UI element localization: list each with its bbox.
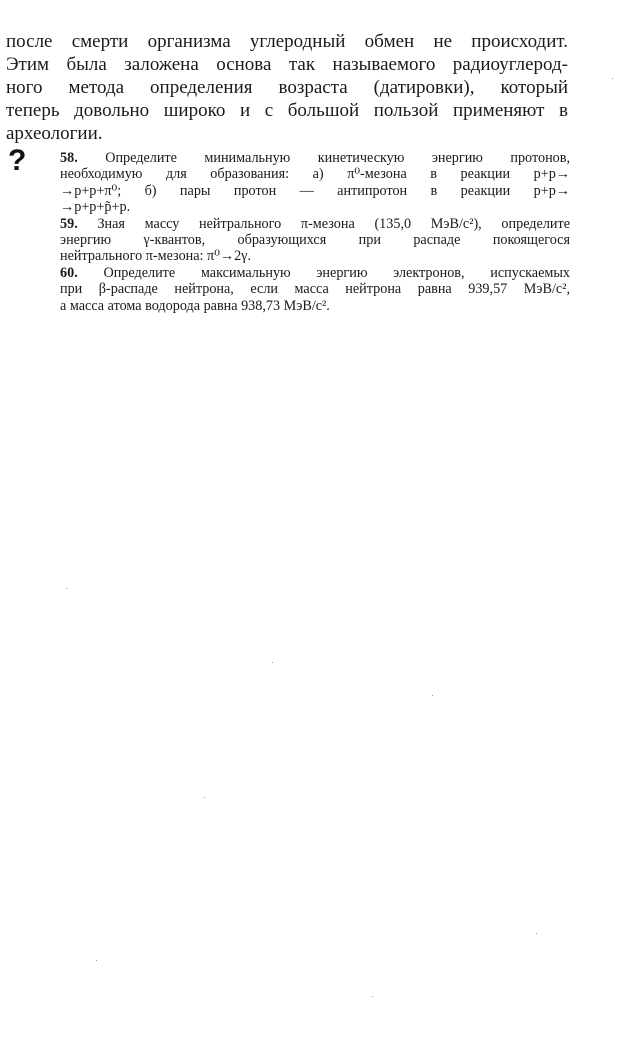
problem-number: 59.	[60, 215, 78, 232]
intro-line: теперь довольно широко и с большой пользой применяют в	[6, 100, 568, 121]
problem-line: необходимую для образования: а) π⁰-мезона в реакции p+p→	[60, 166, 570, 183]
problem-text: Определите минимальную кинетическую энергию протонов,	[105, 150, 570, 166]
scan-speck	[612, 78, 613, 79]
scan-speck	[66, 588, 67, 589]
problem-line: →p+p+π⁰; б) пары протон — антипротон в реакции p+p→	[60, 182, 570, 199]
question-mark-icon: ?	[8, 144, 27, 177]
scan-speck	[432, 695, 433, 696]
scan-speck	[204, 797, 205, 798]
problem-line: а масса атома водорода равна 938,73 МэВ/c².	[60, 297, 330, 314]
problem-60	[60, 265, 570, 314]
problem-line: нейтрального π-мезона: π⁰→2γ.	[60, 248, 251, 265]
problem-number: 58.	[60, 150, 78, 166]
problem-line	[60, 150, 570, 166]
intro-line: ного метода определения возраста (датировки), который	[6, 77, 568, 98]
intro-line: после смерти организма углеродный обмен не происходит.	[6, 31, 568, 52]
problem-text: Определите максимальную энергию электронов, испускаемых	[103, 264, 571, 281]
scan-speck	[536, 933, 537, 934]
intro-line: Этим была заложена основа так называемого радиоуглерод-	[6, 54, 568, 75]
problem-58	[60, 150, 570, 216]
scan-speck	[372, 996, 373, 997]
problem-line	[60, 265, 570, 281]
scan-speck	[272, 662, 273, 663]
scan-speck	[96, 960, 97, 961]
problem-line: энергию γ-квантов, образующихся при распаде покоящегося	[60, 232, 570, 249]
problem-line: при β-распаде нейтрона, если масса нейтрона равна 939,57 МэВ/c²,	[60, 281, 570, 298]
intro-paragraph	[6, 30, 568, 145]
problem-line	[60, 216, 570, 232]
problem-line: →p+p+p̃+p.	[60, 199, 131, 216]
problem-59	[60, 216, 570, 265]
problem-number: 60.	[60, 264, 78, 281]
problem-list	[60, 150, 570, 314]
problem-text: Зная массу нейтрального π-мезона (135,0 МэВ/c²), определите	[97, 215, 570, 232]
intro-line: археологии.	[6, 123, 103, 144]
